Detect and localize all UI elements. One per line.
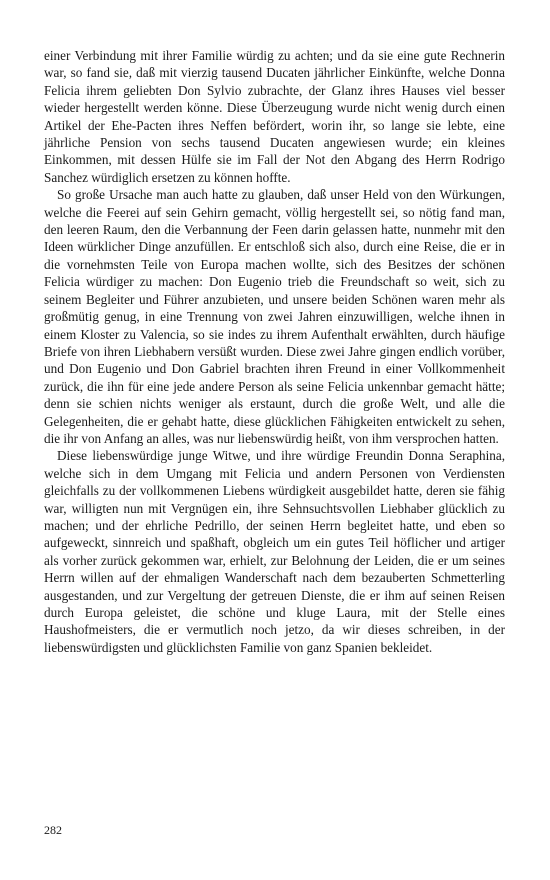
paragraph: einer Verbindung mit ihrer Familie würdig zu achten; und da sie eine gute Rechnerin war, so fand sie, daß mit vierzig tausend Ducaten jährlicher Einkünfte, welche Donna Felicia ihrem geliebten Don Sylvio zubrachte, der Glanz ihres Hauses viel besser wieder hergestellt werden könne. Diese Überzeugung wurde nicht wenig durch einen Artikel der Ehe-Pacten ihres Neffen befördert, worin ihr, so lange sie lebte, eine jährliche Pension von sechs tausend Ducaten angewiesen wurde; ein kleines Einkommen, mit dessen Hülfe sie im Fall der Not den Abgang des Herrn Rodrigo Sanchez würdiglich ersetzen zu können hoffte. [44,48,505,185]
page-number: 282 [44,823,62,837]
paragraph: Diese liebenswürdige junge Witwe, und ihre würdige Freundin Donna Seraphina, welche sich in dem Umgang mit Felicia und andern Personen von Verdiensten gleichfalls zu der vollkommenen Liebens würdigkeit ausgebildet hatte, deren sie fähig war, willigten nun mit Vergnügen ein, ihre Sehnsuchtsvollen Liebhaber glücklich zu machen; und der ehrliche Pedrillo, der seinen Herrn begleitet hatte, und eben so aufgeweckt, sinnreich und spaßhaft, obgleich um ein gutes Teil höflicher und artiger als vorher zurück gekommen war, erhielt, zur Belohnung der Leiden, die er um seines Herrn willen auf der ehmaligen Wanderschaft nach dem bezauberten Schmetterling ausgestanden, und zur Vergeltung der getreuen Dienste, die er ihm auf seinen Reisen durch Europa geleistet, die schöne und kluge Laura, mit der Stelle eines Haushofmeisters, die er vermutlich noch jetzo, da wir dieses schreiben, in der liebenswürdigsten und glücklichsten Familie von ganz Spanien bekleidet. [44,448,505,655]
body-text [44,47,505,656]
paragraph: So große Ursache man auch hatte zu glauben, daß unser Held von den Würkungen, welche die Feerei auf sein Gehirn gemacht, völlig hergestellt sei, so nötig fand man, den leeren Raum, den die Verbannung der Feen darin gelassen hatte, nunmehr mit den Ideen würklicher Dinge anzufüllen. Er entschloß sich also, durch eine Reise, die er in die vornehmsten Teile von Europa machen wollte, sich des Besitzes der schönen Felicia würdiger zu machen: Don Eugenio trieb die Freundschaft so weit, sich zu seinem Begleiter und Führer anzubieten, und unsere beiden Schönen waren mehr als großmütig genug, in eine Trennung von zwei Jahren einzuwilligen, welche ihnen in einem Kloster zu Valencia, so sie indes zu ihrem Aufenthalt erwählten, durch häufige Briefe von ihren Liebhabern versüßt wurden. Diese zwei Jahre gingen endlich vorüber, und Don Eugenio und Don Gabriel brachten ihren Freund in einer Vollkommenheit zurück, die ihn für eine jede andere Person als seine Felicia unkennbar gemacht hätte; denn sie schien nichts weniger als erstaunt, durch die große Welt, und alle die Gelegenheiten, die er gehabt hatte, diese glücklichen Fähigkeiten entwickelt zu sehen, die ihr von Anfang an alles, was nur liebenswürdig heißt, von ihm versprochen hatten. [44,187,505,446]
